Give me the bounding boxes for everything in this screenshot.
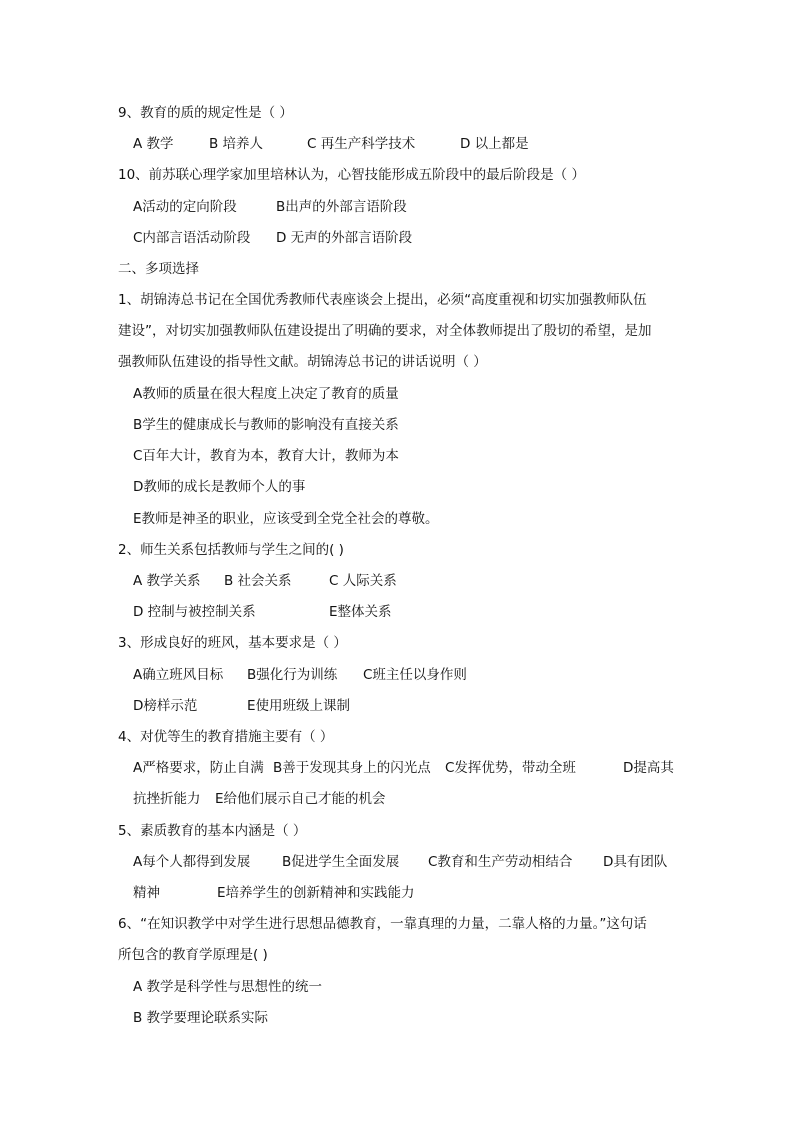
question-m6-line2: 所包含的教育学原理是( )	[118, 947, 268, 963]
question-m3: 3、形成良好的班风，基本要求是（ ）	[118, 635, 347, 651]
question-m4: 4、对优等生的教育措施主要有（ ）	[118, 729, 334, 745]
option-c: C百年大计，教育为本，教育大计，教师为本	[133, 448, 399, 464]
option-b: B 社会关系	[224, 573, 292, 589]
option-c: C教育和生产劳动相结合	[428, 854, 573, 870]
option-b: B学生的健康成长与教师的影响没有直接关系	[133, 417, 399, 433]
option-d: D 控制与被控制关系	[133, 604, 256, 620]
question-m4-options-line1	[133, 759, 674, 777]
option-b: B促进学生全面发展	[282, 854, 400, 870]
option-b: B 培养人	[209, 136, 264, 152]
option-b: B善于发现其身上的闪光点	[273, 760, 431, 776]
option-a: A活动的定向阶段	[133, 199, 237, 215]
option-b: B强化行为训练	[247, 667, 338, 683]
option-d-continued: 精神	[133, 885, 160, 901]
option-d: D 以上都是	[460, 136, 529, 152]
option-a: A教师的质量在很大程度上决定了教育的质量	[133, 386, 399, 402]
option-e: E整体关系	[329, 604, 392, 620]
question-m3-options-2	[133, 697, 350, 715]
section-heading: 二、多项选择	[118, 261, 199, 277]
question-m5: 5、素质教育的基本内涵是（ ）	[118, 823, 307, 839]
option-d-continued: 抗挫折能力	[133, 791, 201, 807]
option-d: D具有团队	[603, 854, 668, 870]
option-c: C班主任以身作则	[363, 667, 467, 683]
question-9: 9、教育的质的规定性是（ ）	[118, 105, 293, 121]
question-10-options-cd	[133, 229, 412, 247]
option-e: E给他们展示自己才能的机会	[215, 791, 386, 807]
option-c: C发挥优势，带动全班	[445, 760, 576, 776]
question-10-options-ab	[133, 198, 407, 216]
question-m5-options-line2	[133, 884, 415, 902]
option-e: E培养学生的创新精神和实践能力	[217, 885, 415, 901]
option-a: A确立班风目标	[133, 667, 224, 683]
question-m2: 2、师生关系包括教师与学生之间的( )	[118, 542, 344, 558]
option-c: C内部言语活动阶段	[133, 230, 251, 246]
question-m1-line1: 1、胡锦涛总书记在全国优秀教师代表座谈会上提出，必须“高度重视和切实加强教师队伍	[118, 292, 647, 308]
option-c: C 人际关系	[329, 573, 397, 589]
option-d: D教师的成长是教师个人的事	[133, 479, 306, 495]
question-m5-options-line1	[133, 853, 667, 871]
option-d: D榜样示范	[133, 698, 198, 714]
question-9-options	[133, 135, 529, 153]
option-b: B出声的外部言语阶段	[276, 199, 407, 215]
question-m6-line1: 6、“在知识教学中对学生进行思想品德教育，一靠真理的力量，二靠人格的力量。”这句话	[118, 916, 647, 932]
question-10: 10、前苏联心理学家加里培林认为，心智技能形成五阶段中的最后阶段是（ ）	[118, 167, 585, 183]
question-m4-options-line2	[133, 790, 386, 808]
option-e: E使用班级上课制	[247, 698, 351, 714]
option-e: E教师是神圣的职业，应该受到全党全社会的尊敬。	[133, 511, 439, 527]
option-c: C 再生产科学技术	[307, 136, 416, 152]
question-m2-options-2	[133, 603, 392, 621]
question-m2-options-1	[133, 572, 397, 590]
option-a: A 教学关系	[133, 573, 201, 589]
option-a: A 教学是科学性与思想性的统一	[133, 979, 323, 995]
option-a: A严格要求，防止自满	[133, 760, 264, 776]
question-m1-line2: 建设”，对切实加强教师队伍建设提出了明确的要求，对全体教师提出了殷切的希望，是加	[118, 323, 652, 339]
option-d: D提高其	[623, 760, 674, 776]
option-a: A 教学	[133, 136, 174, 152]
question-m3-options-1	[133, 666, 467, 684]
option-b: B 教学要理论联系实际	[133, 1010, 269, 1026]
option-a: A每个人都得到发展	[133, 854, 251, 870]
option-d: D 无声的外部言语阶段	[276, 230, 413, 246]
question-m1-line3: 强教师队伍建设的指导性文献。胡锦涛总书记的讲话说明（ ）	[118, 354, 487, 370]
